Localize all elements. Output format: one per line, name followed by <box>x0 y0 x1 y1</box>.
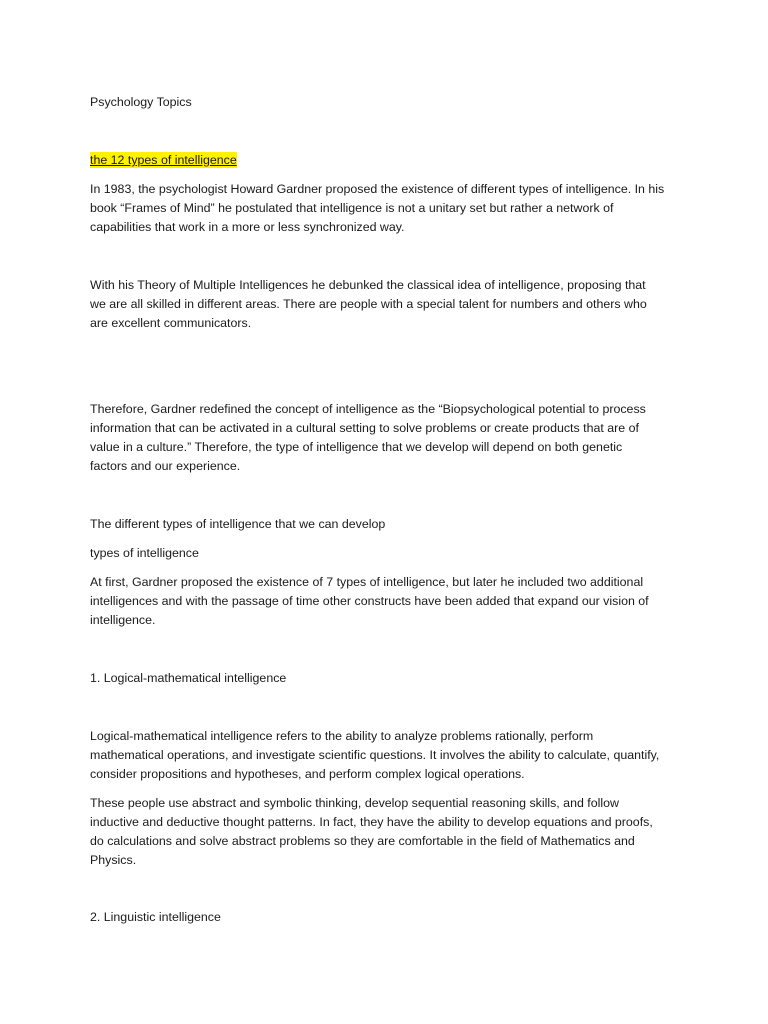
paragraph-2-line-2: we are all skilled in different areas. There are people with a special talent for numbers and others who <box>90 297 647 311</box>
paragraph-2-line-1: With his Theory of Multiple Intelligences he debunked the classical idea of intelligence, proposing that <box>90 278 646 292</box>
document-header-title: Psychology Topics <box>90 95 192 109</box>
paragraph-9-line-3: do calculations and solve abstract problems so they are comfortable in the field of Mathematics and <box>90 834 635 848</box>
paragraph-6-line-3: intelligence. <box>90 613 156 627</box>
heading-logical-mathematical: 1. Logical-mathematical intelligence <box>90 671 287 685</box>
paragraph-6-line-2: intelligences and with the passage of time other constructs have been added that expand our vision of <box>90 594 649 608</box>
heading-linguistic: 2. Linguistic intelligence <box>90 910 221 924</box>
paragraph-2-line-3: are excellent communicators. <box>90 316 252 330</box>
paragraph-9-line-1: These people use abstract and symbolic thinking, develop sequential reasoning skills, and follow <box>90 796 619 810</box>
paragraph-6-line-1: At first, Gardner proposed the existence of 7 types of intelligence, but later he included two additional <box>90 575 644 589</box>
paragraph-9-line-4: Physics. <box>90 853 137 867</box>
paragraph-5-line-1: types of intelligence <box>90 546 199 560</box>
paragraph-1-line-2: book “Frames of Mind” he postulated that intelligence is not a unitary set but rather a network of <box>90 201 614 215</box>
paragraph-3-line-3: value in a culture.” Therefore, the type of intelligence that we develop will depend on both genetic <box>90 440 623 454</box>
paragraph-8-line-3: consider propositions and hypotheses, and perform complex logical operations. <box>90 767 525 781</box>
paragraph-3-line-4: factors and our experience. <box>90 459 241 473</box>
paragraph-1-line-3: capabilities that work in a more or less synchronized way. <box>90 220 405 234</box>
paragraph-8-line-2: mathematical operations, and investigate scientific questions. It involves the ability to calculate, quantify, <box>90 748 660 762</box>
paragraph-4-line-1: The different types of intelligence that we can develop <box>90 517 386 531</box>
paragraph-3-line-2: information that can be activated in a cultural setting to solve problems or create products that are of <box>90 421 639 435</box>
highlighted-section-title: the 12 types of intelligence <box>90 153 237 167</box>
paragraph-8-line-1: Logical-mathematical intelligence refers to the ability to analyze problems rationally, perform <box>90 729 594 743</box>
paragraph-1-line-1: In 1983, the psychologist Howard Gardner proposed the existence of different types of intelligence. In his <box>90 182 665 196</box>
paragraph-3-line-1: Therefore, Gardner redefined the concept of intelligence as the “Biopsychological potential to process <box>90 402 646 416</box>
paragraph-9-line-2: inductive and deductive thought patterns. In fact, they have the ability to develop equations and proofs, <box>90 815 653 829</box>
section-title <box>90 151 690 170</box>
